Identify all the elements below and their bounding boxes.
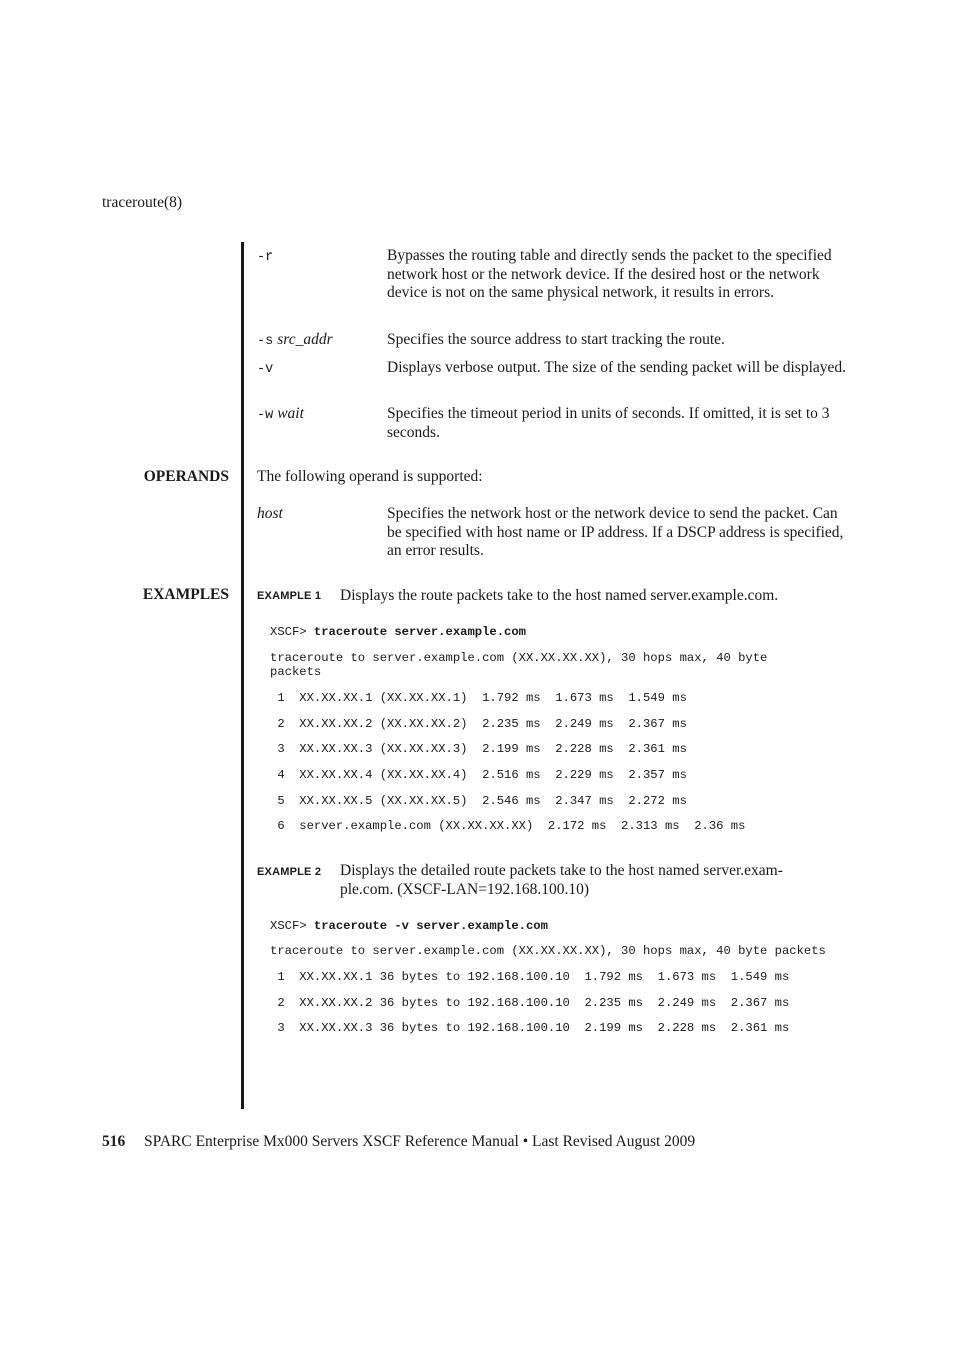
example2-label: EXAMPLE 2 xyxy=(257,866,322,878)
example1-output-line: 2 XX.XX.XX.2 (XX.XX.XX.2) 2.235 ms 2.249 ms 2.367 ms xyxy=(270,717,687,731)
operand-host-term: host xyxy=(257,505,283,522)
example1-output-line: traceroute to server.example.com (XX.XX.XX.XX), 30 hops max, 40 byte packets xyxy=(270,651,768,679)
option-w-term xyxy=(257,405,304,424)
example2-output-line: 2 XX.XX.XX.2 36 bytes to 192.168.100.10 2.235 ms 2.249 ms 2.367 ms xyxy=(270,996,790,1010)
example1-output-line: 6 server.example.com (XX.XX.XX.XX) 2.172 ms 2.313 ms 2.36 ms xyxy=(270,819,746,833)
examples-heading: EXAMPLES xyxy=(142,586,229,603)
prompt: XSCF> xyxy=(270,919,314,933)
command: traceroute server.example.com xyxy=(313,625,526,639)
command: traceroute -v server.example.com xyxy=(313,919,548,933)
option-flag: -s xyxy=(257,334,274,349)
example1-output-line: 4 XX.XX.XX.4 (XX.XX.XX.4) 2.516 ms 2.229 ms 2.357 ms xyxy=(270,768,687,782)
footer-text: SPARC Enterprise Mx000 Servers XSCF Reference Manual • Last Revised August 2009 xyxy=(144,1133,696,1150)
option-arg: wait xyxy=(277,405,304,422)
option-r-term xyxy=(257,247,273,265)
operand-host-description: Specifies the network host or the network device to send the packet. Can be specified with host name or IP address. If a DSCP address is specified, an error results. xyxy=(387,505,844,559)
option-s-description: Specifies the source address to start tracking the route. xyxy=(387,331,725,348)
running-title: traceroute(8) xyxy=(102,194,183,211)
prompt: XSCF> xyxy=(270,625,314,639)
option-flag: -r xyxy=(257,250,274,265)
option-s-term xyxy=(257,331,333,350)
option-w-description: Specifies the timeout period in units of seconds. If omitted, it is set to 3 seconds. xyxy=(387,405,830,441)
example2-title: Displays the detailed route packets take to the host named server.exam- ple.com. (XSCF-LAN=192.168.100.10) xyxy=(340,862,783,898)
option-r-description: Bypasses the routing table and directly sends the packet to the specified network host or the network device. If the desired host or the network device is not on the same physical network, it results in errors. xyxy=(387,247,832,301)
example1-command-line xyxy=(270,625,526,639)
operands-intro: The following operand is supported: xyxy=(257,468,483,485)
example2-output-line: traceroute to server.example.com (XX.XX.XX.XX), 30 hops max, 40 byte packets xyxy=(270,944,826,958)
example1-output-line: 1 XX.XX.XX.1 (XX.XX.XX.1) 1.792 ms 1.673 ms 1.549 ms xyxy=(270,691,687,705)
operands-heading: OPERANDS xyxy=(143,468,229,485)
example1-label: EXAMPLE 1 xyxy=(257,590,322,602)
option-flag: -w xyxy=(257,408,274,423)
example1-output-line: 3 XX.XX.XX.3 (XX.XX.XX.3) 2.199 ms 2.228 ms 2.361 ms xyxy=(270,742,687,756)
page-number: 516 xyxy=(102,1133,126,1150)
example1-output-line: 5 XX.XX.XX.5 (XX.XX.XX.5) 2.546 ms 2.347 ms 2.272 ms xyxy=(270,794,687,808)
margin-rule xyxy=(241,242,244,1109)
example1-title: Displays the route packets take to the host named server.example.com. xyxy=(340,587,779,604)
option-v-term xyxy=(257,359,273,377)
example2-output-line: 1 XX.XX.XX.1 36 bytes to 192.168.100.10 1.792 ms 1.673 ms 1.549 ms xyxy=(270,970,790,984)
option-flag: -v xyxy=(257,362,274,377)
option-v-description: Displays verbose output. The size of the sending packet will be displayed. xyxy=(387,359,847,376)
example2-output-line: 3 XX.XX.XX.3 36 bytes to 192.168.100.10 2.199 ms 2.228 ms 2.361 ms xyxy=(270,1021,790,1035)
example2-command-line xyxy=(270,919,548,933)
option-arg: src_addr xyxy=(277,331,333,348)
